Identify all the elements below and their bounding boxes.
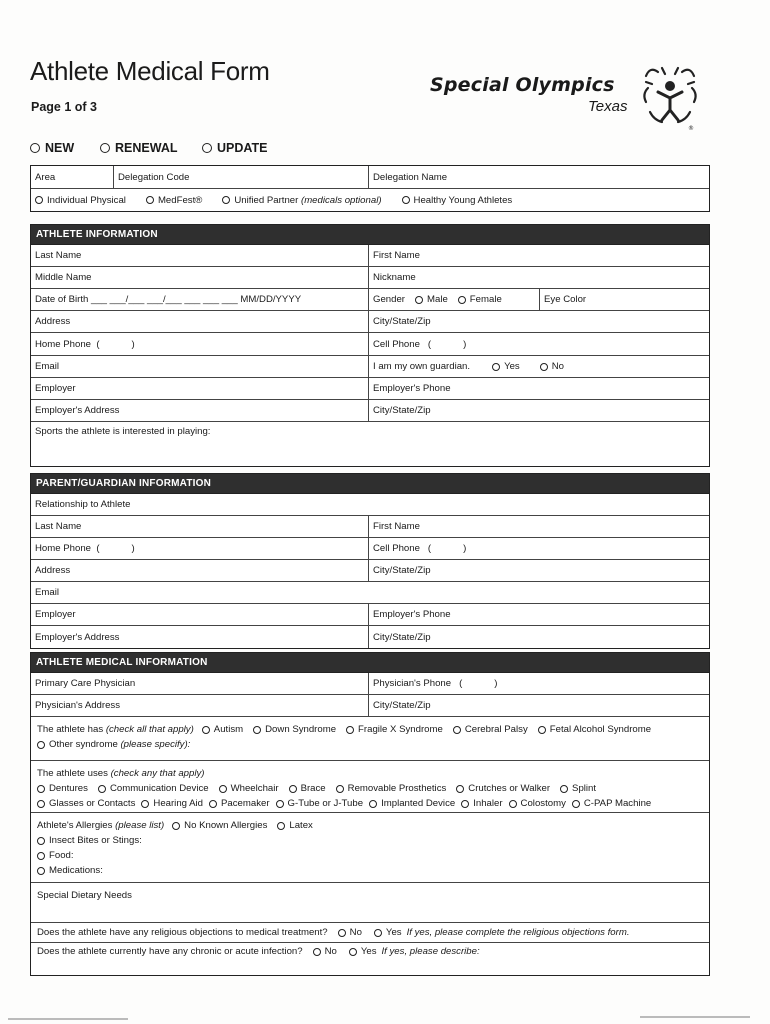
guardian-phone-row	[31, 538, 709, 560]
guardian-name-row	[31, 516, 709, 538]
cell-phone-field[interactable]: Cell Phone ( )	[368, 333, 708, 355]
option-medication-allergy[interactable]: Medications:	[37, 863, 103, 878]
physician-row	[31, 673, 709, 695]
phone-row	[31, 333, 709, 356]
svg-text:®: ®	[688, 125, 694, 132]
radio-icon[interactable]	[35, 196, 43, 204]
medical-info-section	[30, 652, 710, 976]
option-cpap[interactable]: C-PAP Machine	[572, 796, 651, 811]
option-colostomy[interactable]: Colostomy	[509, 796, 566, 811]
radio-icon[interactable]	[560, 785, 568, 793]
area-field[interactable]: Area	[35, 171, 56, 183]
radio-icon[interactable]	[202, 726, 210, 734]
section-heading: PARENT/GUARDIAN INFORMATION	[31, 474, 709, 494]
guardian-address-field[interactable]: Address	[35, 565, 71, 576]
section-heading: ATHLETE MEDICAL INFORMATION	[31, 653, 709, 673]
guardian-employer-field[interactable]: Employer	[35, 609, 76, 620]
option-guardian-no[interactable]: No	[540, 361, 564, 372]
radio-icon[interactable]	[509, 800, 517, 808]
option-g-tube[interactable]: G-Tube or J-Tube	[276, 796, 364, 811]
special-olympics-logo	[430, 62, 710, 138]
option-food-allergy[interactable]: Food:	[37, 848, 74, 863]
conditions-line: The athlete has (check all that apply) Autism Down Syndrome Fragile X Syndrome Cerebral Palsy Fetal Alcohol Syndrome	[37, 724, 652, 735]
radio-icon[interactable]	[37, 852, 45, 860]
radio-icon[interactable]	[415, 296, 423, 304]
option-insect-bites[interactable]: Insect Bites or Stings:	[37, 833, 142, 848]
name-row	[31, 245, 709, 267]
option-removable-prosthetics[interactable]: Removable Prosthetics	[336, 781, 447, 796]
option-fetal-alcohol[interactable]: Fetal Alcohol Syndrome	[538, 722, 651, 737]
guardian-home-phone-field[interactable]: Home Phone ( )	[35, 543, 135, 554]
logo-wordmark: Special Olympics	[430, 74, 615, 96]
devices-line-1	[37, 781, 703, 796]
guardian-employer-address-field[interactable]: Employer's Address	[35, 631, 120, 643]
radio-icon[interactable]	[349, 948, 357, 956]
area-row	[31, 166, 709, 189]
radio-icon[interactable]	[402, 196, 410, 204]
physician-city-state-zip-field[interactable]: City/State/Zip	[368, 695, 708, 716]
radio-icon[interactable]	[141, 800, 149, 808]
radio-icon[interactable]	[289, 785, 297, 793]
radio-icon[interactable]	[37, 837, 45, 845]
option-female[interactable]: Female	[458, 294, 502, 305]
option-no-known-allergies[interactable]: No Known Allergies	[172, 818, 267, 833]
radio-icon[interactable]	[146, 196, 154, 204]
option-infection-yes[interactable]: Yes	[349, 946, 377, 957]
option-fragile-x[interactable]: Fragile X Syndrome	[346, 722, 443, 737]
employer-address-field[interactable]: Employer's Address	[35, 405, 120, 416]
page-number: Page 1 of 3	[31, 100, 97, 114]
guardian-email-row	[31, 582, 709, 604]
radio-icon[interactable]	[222, 196, 230, 204]
guardian-employer-row	[31, 604, 709, 626]
address-row	[31, 311, 709, 333]
scan-edge-mark	[640, 1016, 750, 1018]
option-implanted-device[interactable]: Implanted Device	[369, 796, 455, 811]
physician-address-row	[31, 695, 709, 717]
devices-line-2	[37, 796, 703, 811]
sports-interest-field[interactable]: Sports the athlete is interested in playing:	[35, 426, 211, 437]
employer-phone-field[interactable]: Employer's Phone	[368, 378, 708, 399]
option-dentures[interactable]: Dentures	[37, 781, 88, 796]
employer-address-row	[31, 400, 709, 422]
radio-icon[interactable]	[346, 726, 354, 734]
middle-row	[31, 267, 709, 289]
radio-icon[interactable]	[37, 867, 45, 875]
nickname-field[interactable]: Nickname	[368, 267, 708, 288]
radio-icon[interactable]	[253, 726, 261, 734]
radio-icon[interactable]	[172, 822, 180, 830]
logo-subtitle: Texas	[588, 98, 628, 115]
option-update[interactable]: UPDATE	[202, 141, 267, 155]
radio-icon[interactable]	[100, 143, 110, 153]
radio-icon[interactable]	[369, 800, 377, 808]
guardian-employer-address-row	[31, 626, 709, 648]
radio-icon[interactable]	[209, 800, 217, 808]
option-pacemaker[interactable]: Pacemaker	[209, 796, 270, 811]
radio-icon[interactable]	[276, 800, 284, 808]
area-program-box	[30, 165, 710, 212]
option-down-syndrome[interactable]: Down Syndrome	[253, 722, 336, 737]
email-row	[31, 356, 709, 378]
guardian-cell-phone-field[interactable]: Cell Phone ( )	[368, 538, 708, 559]
gender-field: Gender Male Female	[368, 289, 539, 310]
other-syndrome-line	[37, 737, 703, 752]
date-of-birth-field[interactable]: Date of Birth ___ ___/___ ___/___ ___ ___ ___ MM/DD/YYYY	[35, 294, 302, 305]
relationship-field[interactable]: Relationship to Athlete	[35, 499, 131, 510]
radio-icon[interactable]	[374, 929, 382, 937]
radio-icon[interactable]	[98, 785, 106, 793]
radio-icon[interactable]	[338, 929, 346, 937]
option-hearing-aid[interactable]: Hearing Aid	[141, 796, 203, 811]
guardian-employer-city-state-zip-field[interactable]: City/State/Zip	[368, 626, 708, 648]
option-healthy-young-athletes[interactable]: Healthy Young Athletes	[402, 195, 513, 206]
special-olympics-figure-icon	[638, 62, 702, 132]
physician-phone-field[interactable]: Physician's Phone ( )	[368, 673, 708, 694]
city-state-zip-field[interactable]: City/State/Zip	[368, 311, 708, 332]
guardian-first-name-field[interactable]: First Name	[368, 516, 708, 537]
option-cerebral-palsy[interactable]: Cerebral Palsy	[453, 722, 528, 737]
program-row	[31, 189, 709, 211]
option-renewal[interactable]: RENEWAL	[100, 141, 178, 155]
radio-icon[interactable]	[37, 785, 45, 793]
option-other-syndrome[interactable]: Other syndrome (please specify):	[37, 737, 190, 752]
radio-icon[interactable]	[453, 726, 461, 734]
conditions-block	[31, 717, 709, 761]
first-name-field[interactable]: First Name	[368, 245, 708, 266]
religious-objection-row: Does the athlete have any religious objections to medical treatment? No Yes If yes, please complete the religious objections form.	[31, 923, 709, 943]
radio-icon[interactable]	[37, 741, 45, 749]
option-religious-no[interactable]: No	[338, 927, 362, 938]
athlete-info-section	[30, 224, 710, 467]
employer-field[interactable]: Employer	[35, 383, 76, 394]
option-individual-physical[interactable]: Individual Physical	[35, 195, 126, 206]
guardian-employer-phone-field[interactable]: Employer's Phone	[368, 604, 708, 625]
option-splint[interactable]: Splint	[560, 781, 596, 796]
delegation-name-field[interactable]: Delegation Name	[368, 166, 708, 188]
option-wheelchair[interactable]: Wheelchair	[219, 781, 279, 796]
infection-row: Does the athlete currently have any chronic or acute infection? No Yes If yes, please describe:	[37, 946, 480, 957]
option-medfest[interactable]: MedFest®	[146, 195, 202, 206]
option-inhaler[interactable]: Inhaler	[461, 796, 502, 811]
form-title: Athlete Medical Form	[30, 56, 270, 86]
option-brace[interactable]: Brace	[289, 781, 326, 796]
option-guardian-yes[interactable]: Yes	[492, 361, 520, 372]
devices-block: The athlete uses (check any that apply) Dentures Communication Device Wheelchair Brace Removable Prosthetics Crutches or Walker Splint Glasses or Contacts Hearing Aid Pacemaker G-Tube or J-Tube Implanted Device Inhaler Colostomy C-PAP Machine	[31, 761, 709, 813]
radio-icon[interactable]	[277, 822, 285, 830]
radio-icon[interactable]	[336, 785, 344, 793]
relationship-row	[31, 494, 709, 516]
radio-icon[interactable]	[37, 800, 45, 808]
employer-row	[31, 378, 709, 400]
option-glasses-contacts[interactable]: Glasses or Contacts	[37, 796, 135, 811]
radio-icon[interactable]	[313, 948, 321, 956]
physician-field[interactable]: Primary Care Physician	[35, 678, 136, 689]
scan-edge-mark	[8, 1018, 128, 1020]
employer-city-state-zip-field[interactable]: City/State/Zip	[368, 400, 708, 421]
own-guardian-field: I am my own guardian. Yes No	[368, 356, 708, 377]
radio-icon[interactable]	[572, 800, 580, 808]
radio-icon[interactable]	[456, 785, 464, 793]
guardian-address-row	[31, 560, 709, 582]
option-autism[interactable]: Autism	[202, 722, 243, 737]
option-communication-device[interactable]: Communication Device	[98, 781, 209, 796]
allergies-block: Athlete's Allergies (please list) No Known Allergies Latex Insect Bites or Stings: Food: Medications:	[31, 813, 709, 883]
radio-icon[interactable]	[540, 363, 548, 371]
dob-row	[31, 289, 709, 311]
radio-icon[interactable]	[458, 296, 466, 304]
radio-icon[interactable]	[461, 800, 469, 808]
option-unified-partner[interactable]: Unified Partner (medicals optional)	[222, 195, 381, 206]
option-latex[interactable]: Latex	[277, 818, 312, 833]
home-phone-field[interactable]: Home Phone ( )	[35, 338, 135, 350]
physician-address-field[interactable]: Physician's Address	[35, 700, 121, 711]
option-religious-yes[interactable]: Yes	[374, 927, 402, 938]
eye-color-field[interactable]: Eye Color	[539, 289, 708, 310]
radio-icon[interactable]	[202, 143, 212, 153]
guardian-last-name-field[interactable]: Last Name	[35, 521, 82, 532]
radio-icon[interactable]	[219, 785, 227, 793]
option-infection-no[interactable]: No	[313, 946, 337, 957]
section-heading: ATHLETE INFORMATION	[31, 225, 709, 245]
sports-row	[31, 422, 709, 466]
last-name-field[interactable]: Last Name	[35, 250, 82, 261]
option-new[interactable]: NEW	[30, 141, 74, 155]
delegation-code-field[interactable]: Delegation Code	[113, 166, 368, 188]
dietary-needs-field[interactable]: Special Dietary Needs	[31, 883, 709, 923]
guardian-info-section	[30, 473, 710, 649]
option-crutches-walker[interactable]: Crutches or Walker	[456, 781, 550, 796]
address-field[interactable]: Address	[35, 316, 71, 327]
option-male[interactable]: Male	[415, 294, 448, 305]
email-field[interactable]: Email	[35, 361, 59, 372]
radio-icon[interactable]	[30, 143, 40, 153]
guardian-city-state-zip-field[interactable]: City/State/Zip	[368, 560, 708, 581]
radio-icon[interactable]	[492, 363, 500, 371]
radio-icon[interactable]	[538, 726, 546, 734]
guardian-email-field[interactable]: Email	[35, 587, 59, 598]
middle-name-field[interactable]: Middle Name	[35, 272, 92, 283]
